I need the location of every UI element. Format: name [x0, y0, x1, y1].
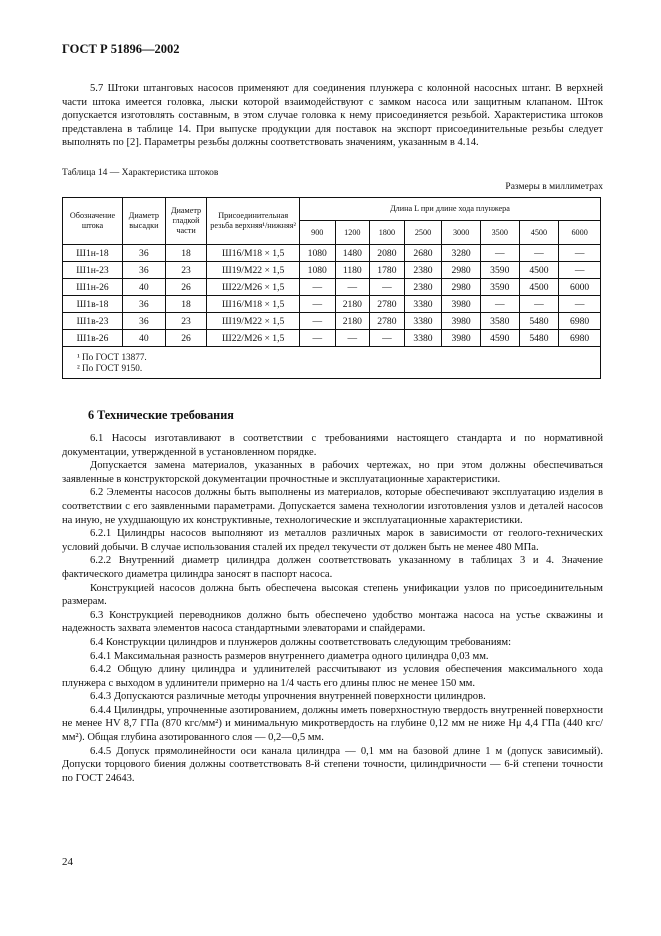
- cell-designation: Ш1н-18: [63, 245, 123, 262]
- table-row: [63, 313, 601, 330]
- header-upset-diameter: Диаметр высадки: [123, 198, 166, 245]
- paragraph: 6.2.1 Цилиндры насосов выполняют из металлов различных марок в зависимости от геолого-технических условий добычи. В случае использования сталей их предел текучести σт должен быть не менее 480 МПа.: [62, 528, 603, 553]
- cell-length: 3980: [442, 313, 481, 330]
- paragraph: 6.4 Конструкции цилиндров и плунжеров должны соответствовать следующим требованиям:: [90, 636, 512, 648]
- cell-length: 2080: [370, 245, 405, 262]
- paragraph: 6.4.5 Допуск прямолинейности оси канала цилиндра — 0,1 мм на базовой длине 1 м (допуск зависимый). Допуски торцового биения должны соответствовать 8-й степени точности, цилиндричности — 6-й степени точности по ГОСТ 24643.: [62, 745, 603, 784]
- cell-smooth-diameter: 23: [165, 262, 207, 279]
- page-number: 24: [62, 856, 73, 868]
- table-units-note: Размеры в миллиметрах: [505, 182, 603, 192]
- cell-thread: Ш22/М26 × 1,5: [207, 330, 300, 347]
- cell-length: 4500: [519, 279, 559, 296]
- cell-length: —: [299, 313, 335, 330]
- cell-length: —: [335, 279, 370, 296]
- cell-smooth-diameter: 18: [165, 296, 207, 313]
- cell-length: 3980: [442, 296, 481, 313]
- cell-length: 1080: [299, 262, 335, 279]
- rods-table: [62, 197, 601, 379]
- cell-length: 5480: [519, 330, 559, 347]
- cell-length: —: [370, 330, 405, 347]
- cell-designation: Ш1в-26: [63, 330, 123, 347]
- table-row: [63, 279, 601, 296]
- paragraph-5-7: 5.7 Штоки штанговых насосов применяют для соединения плунжера с колонной насосных штанг. В верхней части штока имеется головка, лыски которой взаимодействуют с замком насоса или защитным клапаном. Шток допускается изготовлять составным, в этом случае головка к нему присоединяется резьбой. Характеристика штоков представлена в таблице 14. При выпуске продукции для поставок на экспорт присоединительные резьбы следует выполнять по [2]. Параметры резьбы должны соответствовать значениям, указанным в 4.14.: [62, 83, 603, 149]
- table-caption: Таблица 14 — Характеристика штоков: [62, 168, 219, 178]
- cell-designation: Ш1в-23: [63, 313, 123, 330]
- cell-thread: Ш19/М22 × 1,5: [207, 262, 300, 279]
- cell-length: 1480: [335, 245, 370, 262]
- cell-upset-diameter: 36: [123, 296, 166, 313]
- table-row: [63, 330, 601, 347]
- cell-length: 4590: [480, 330, 519, 347]
- table-row: [63, 245, 601, 262]
- header-stroke: 6000: [559, 221, 601, 245]
- header-stroke: 3500: [480, 221, 519, 245]
- header-smooth-diameter: Диаметр гладкой части: [165, 198, 207, 245]
- cell-length: —: [299, 296, 335, 313]
- cell-upset-diameter: 36: [123, 262, 166, 279]
- footnote: ² По ГОСТ 9150.: [77, 363, 143, 373]
- header-thread: Присоединительная резьба верхняя¹/нижняя²: [207, 198, 300, 245]
- cell-length: 6980: [559, 313, 601, 330]
- paragraph: 6.2 Элементы насосов должны быть выполнены из материалов, которые обеспечивают эксплуатацию изделия в соответствии с его заявленными параметрами. Допускается замена технологии изготовления узлов и деталей насосов на иную, не ухудшающую их конструктивные, технологические и эксплуатационные характеристики.: [62, 487, 603, 526]
- cell-designation: Ш1в-18: [63, 296, 123, 313]
- cell-length: 3380: [404, 330, 442, 347]
- cell-length: —: [559, 245, 601, 262]
- cell-designation: Ш1н-26: [63, 279, 123, 296]
- cell-designation: Ш1н-23: [63, 262, 123, 279]
- header-stroke: 4500: [519, 221, 559, 245]
- cell-thread: Ш16/М18 × 1,5: [207, 245, 300, 262]
- cell-length: 3280: [442, 245, 481, 262]
- cell-length: 2780: [370, 296, 405, 313]
- cell-length: —: [299, 279, 335, 296]
- document-header: ГОСТ Р 51896—2002: [62, 42, 180, 56]
- cell-smooth-diameter: 23: [165, 313, 207, 330]
- cell-length: —: [559, 296, 601, 313]
- cell-upset-diameter: 40: [123, 279, 166, 296]
- header-length-group: Длина L при длине хода плунжера: [299, 198, 600, 221]
- cell-length: 1080: [299, 245, 335, 262]
- paragraph: Допускается замена материалов, указанных в рабочих чертежах, но при этом должны обеспечиваться заявленные в конструкторской документации прочностные и эксплуатационные характеристики.: [62, 460, 603, 485]
- cell-length: —: [480, 245, 519, 262]
- cell-smooth-diameter: 18: [165, 245, 207, 262]
- cell-length: 1180: [335, 262, 370, 279]
- cell-length: 3380: [404, 296, 442, 313]
- paragraph: 6.4.4 Цилиндры, упрочненные азотированием, должны иметь поверхностную твердость внутренней поверхности не менее HV 8,7 ГПа (870 кгс/мм²) и минимальную микротвердость на глубине 0,12 мм не ниже Hμ 4,4 ГПа (440 кгс/мм²). Общая глубина азотированного слоя — 0,2—0,5 мм.: [62, 704, 603, 744]
- cell-length: —: [299, 330, 335, 347]
- cell-length: 3590: [480, 262, 519, 279]
- cell-length: 3980: [442, 330, 481, 347]
- header-stroke: 3000: [442, 221, 481, 245]
- paragraph: 6.2.2 Внутренний диаметр цилиндра должен соответствовать указанному в таблицах 3 и 4. Значение фактического диаметра цилиндра заносят в паспорт насоса.: [62, 555, 603, 580]
- section-body: [62, 432, 603, 785]
- paragraph: 6.3 Конструкцией переводников должно быть обеспечено удобство монтажа насоса на устье скважины и надежность захвата элементов насоса стандартными элеваторами и спайдерами.: [62, 609, 603, 635]
- cell-length: 6000: [559, 279, 601, 296]
- cell-length: 2980: [442, 262, 481, 279]
- header-designation: Обозначение штока: [63, 198, 123, 245]
- paragraph: 6.4.3 Допускаются различные методы упрочнения внутренней поверхности цилиндров.: [90, 691, 486, 703]
- cell-length: —: [370, 279, 405, 296]
- cell-length: 2380: [404, 279, 442, 296]
- paragraph: 6.4.1 Максимальная разность размеров внутреннего диаметра одного цилиндра 0,03 мм.: [90, 650, 489, 662]
- cell-length: —: [519, 245, 559, 262]
- cell-thread: Ш22/М26 × 1,5: [207, 279, 300, 296]
- cell-length: —: [559, 262, 601, 279]
- header-stroke: 1200: [335, 221, 370, 245]
- cell-length: 2180: [335, 313, 370, 330]
- table-footnotes: [63, 347, 601, 379]
- cell-thread: Ш19/М22 × 1,5: [207, 313, 300, 330]
- cell-length: 3380: [404, 313, 442, 330]
- cell-length: 1780: [370, 262, 405, 279]
- paragraph: Конструкцией насосов должна быть обеспечена высокая степень унификации узлов по присоединительным размерам.: [62, 582, 603, 608]
- cell-smooth-diameter: 26: [165, 330, 207, 347]
- cell-upset-diameter: 36: [123, 313, 166, 330]
- cell-smooth-diameter: 26: [165, 279, 207, 296]
- cell-length: 2180: [335, 296, 370, 313]
- header-stroke: 1800: [370, 221, 405, 245]
- cell-length: 2380: [404, 262, 442, 279]
- paragraph: 6.4.2 Общую длину цилиндра и удлинителей рассчитывают из условия обеспечения максимального хода плунжера с выходом в удлинители примерно на 1/4 часть его длины плюс не менее 150 мм.: [62, 664, 603, 689]
- header-stroke: 2500: [404, 221, 442, 245]
- table-row: [63, 262, 601, 279]
- paragraph: 6.1 Насосы изготавливают в соответствии с требованиями настоящего стандарта и по нормативной документации, утвержденной в установленном порядке.: [62, 433, 603, 458]
- cell-length: —: [480, 296, 519, 313]
- section-title: 6 Технические требования: [88, 408, 234, 422]
- table-footnotes-row: [63, 347, 601, 379]
- cell-length: —: [335, 330, 370, 347]
- cell-length: 6980: [559, 330, 601, 347]
- footnote: ¹ По ГОСТ 13877.: [77, 352, 147, 362]
- cell-thread: Ш16/М18 × 1,5: [207, 296, 300, 313]
- table-header-row: [63, 198, 601, 221]
- cell-length: —: [519, 296, 559, 313]
- cell-length: 3590: [480, 279, 519, 296]
- cell-length: 2980: [442, 279, 481, 296]
- cell-upset-diameter: 40: [123, 330, 166, 347]
- cell-length: 2780: [370, 313, 405, 330]
- cell-length: 2680: [404, 245, 442, 262]
- table-row: [63, 296, 601, 313]
- intro-text-block: [62, 82, 603, 150]
- cell-length: 4500: [519, 262, 559, 279]
- cell-length: 5480: [519, 313, 559, 330]
- cell-upset-diameter: 36: [123, 245, 166, 262]
- header-stroke: 900: [299, 221, 335, 245]
- cell-length: 3580: [480, 313, 519, 330]
